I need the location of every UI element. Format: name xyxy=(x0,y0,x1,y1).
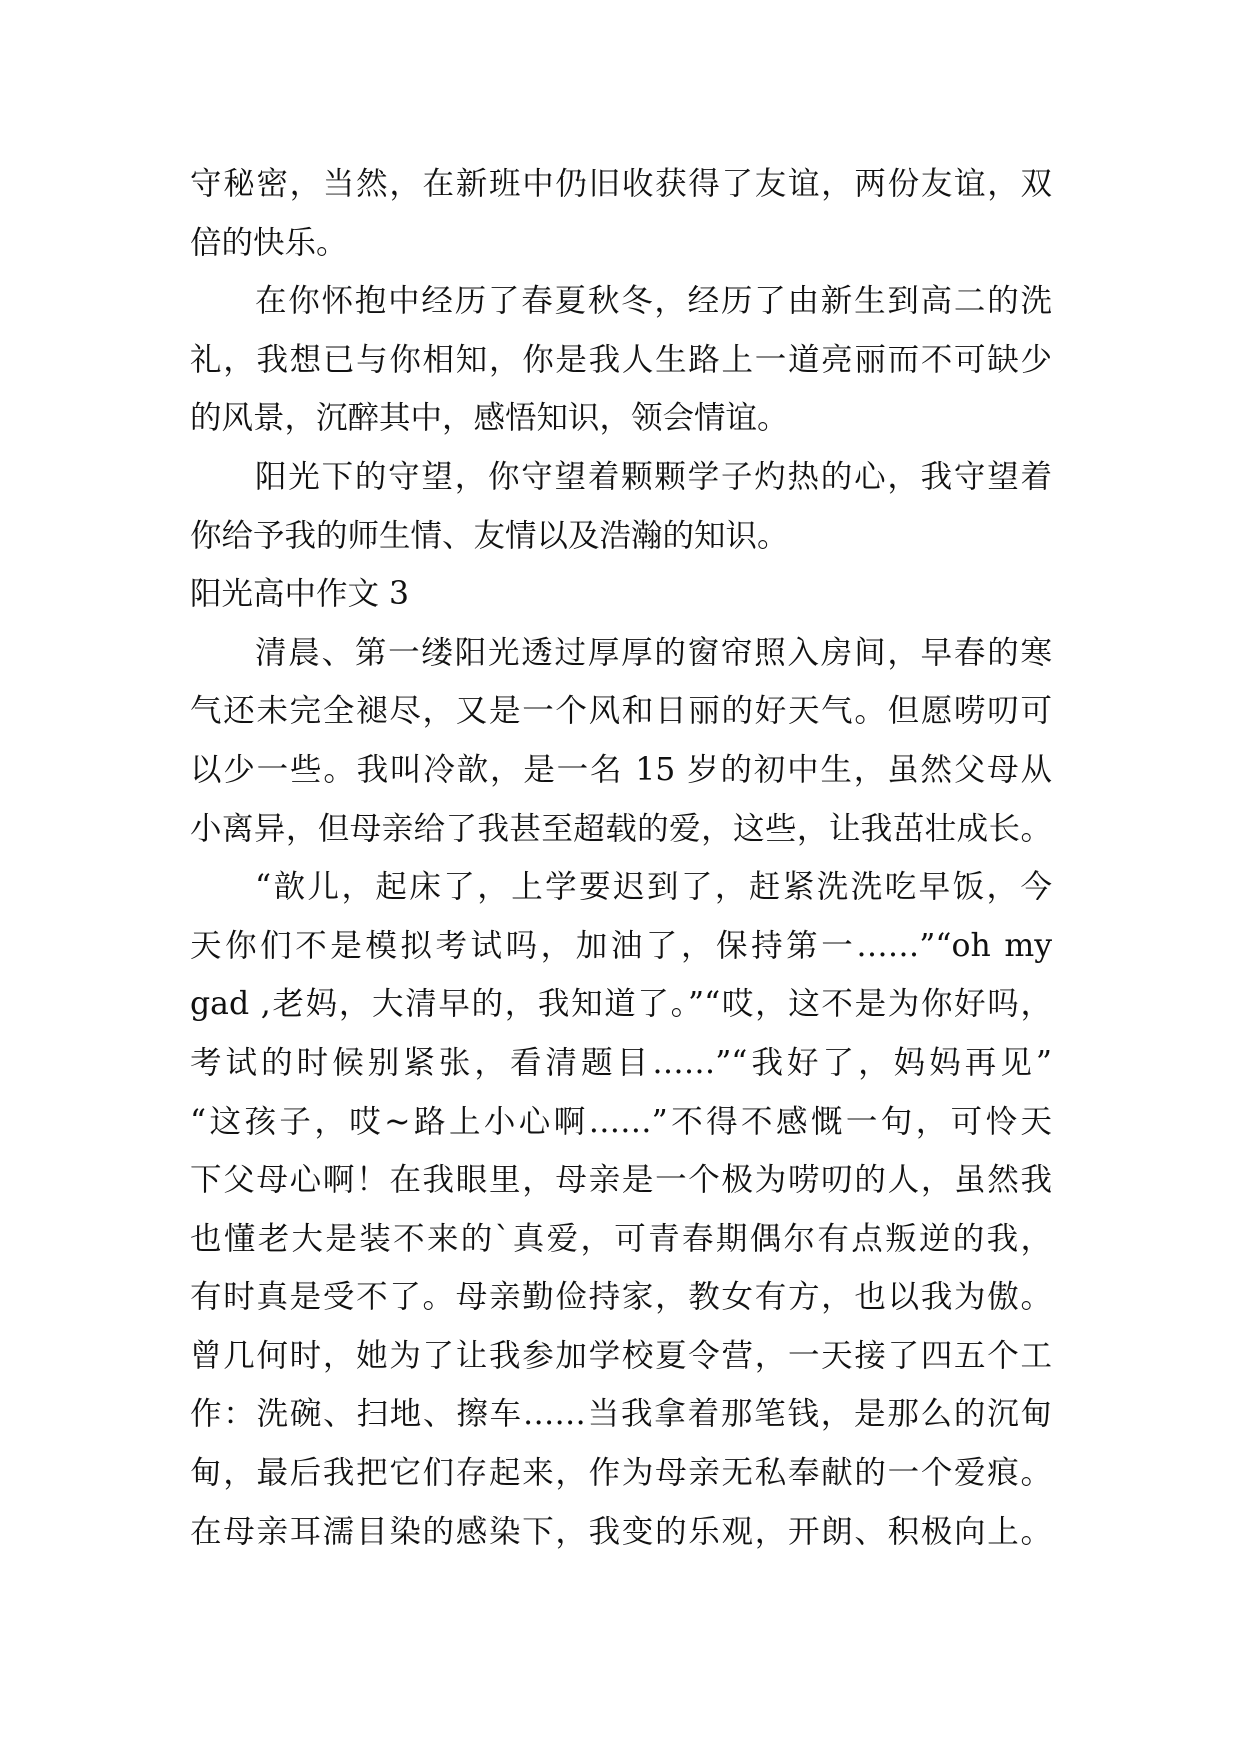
paragraph xyxy=(190,624,1052,858)
document-page xyxy=(190,155,1052,1561)
text-line: 气还未完全褪尽，又是一个风和日丽的好天气。但愿唠叨可 xyxy=(190,693,1052,730)
text-line: 守秘密，当然，在新班中仍旧收获得了友谊，两份友谊，双 xyxy=(190,166,1052,202)
text-line: “这孩子，哎~路上小心啊……”不得不感慨一句，可怜天 xyxy=(190,1103,1052,1140)
text-line: 有时真是受不了。母亲勤俭持家，教女有方，也以我为傲。 xyxy=(190,1279,1052,1316)
text-line: 阳光下的守望，你守望着颗颗学子灼热的心，我守望着 xyxy=(255,458,1052,495)
text-line: 以少一些。我叫冷歆，是一名 15 岁的初中生，虽然父母从 xyxy=(190,751,1052,788)
text-line: 下父母心啊！在我眼里，母亲是一个极为唠叨的人，虽然我 xyxy=(190,1162,1052,1199)
text-line: 礼，我想已与你相知，你是我人生路上一道亮丽而不可缺少 xyxy=(190,341,1052,378)
text-line: 甸，最后我把它们存起来，作为母亲无私奉献的一个爱痕。 xyxy=(190,1455,1052,1492)
text-line: 也懂老大是装不来的`真爱，可青春期偶尔有点叛逆的我， xyxy=(190,1220,1052,1257)
text-line: 的风景，沉醉其中，感悟知识，领会情谊。 xyxy=(190,400,789,437)
text-line: 曾几何时，她为了让我参加学校夏令营，一天接了四五个工 xyxy=(190,1337,1052,1374)
section xyxy=(190,155,1052,565)
paragraph xyxy=(190,448,1052,565)
paragraph xyxy=(190,155,1052,272)
text-line: 作：洗碗、扫地、擦车……当我拿着那笔钱，是那么的沉甸 xyxy=(190,1396,1052,1433)
paragraph xyxy=(190,858,1052,1561)
text-line: 在母亲耳濡目染的感染下，我变的乐观，开朗、积极向上。 xyxy=(190,1513,1052,1550)
text-line: 小离异，但母亲给了我甚至超载的爱，这些，让我茁壮成长。 xyxy=(190,810,1052,847)
text-line: 在你怀抱中经历了春夏秋冬，经历了由新生到高二的洗 xyxy=(255,283,1052,320)
text-line: 倍的快乐。 xyxy=(190,224,348,261)
section xyxy=(190,624,1052,1562)
paragraph xyxy=(190,272,1052,448)
text-line: 清晨、第一缕阳光透过厚厚的窗帘照入房间，早春的寒 xyxy=(255,634,1052,671)
text-line: 你给予我的师生情、友情以及浩瀚的知识。 xyxy=(190,517,789,554)
text-line: gad ,老妈，大清早的，我知道了。”“哎，这不是为你好吗， xyxy=(190,986,1052,1023)
text-line: “歆儿，起床了，上学要迟到了，赶紧洗洗吃早饭，今 xyxy=(255,869,1052,906)
text-line: 天你们不是模拟考试吗，加油了，保持第一……”“oh my xyxy=(190,927,1052,964)
text-line: 考试的时候别紧张，看清题目……”“我好了，妈妈再见” xyxy=(190,1044,1052,1081)
essay-heading: 阳光高中作文 3 xyxy=(190,576,410,613)
